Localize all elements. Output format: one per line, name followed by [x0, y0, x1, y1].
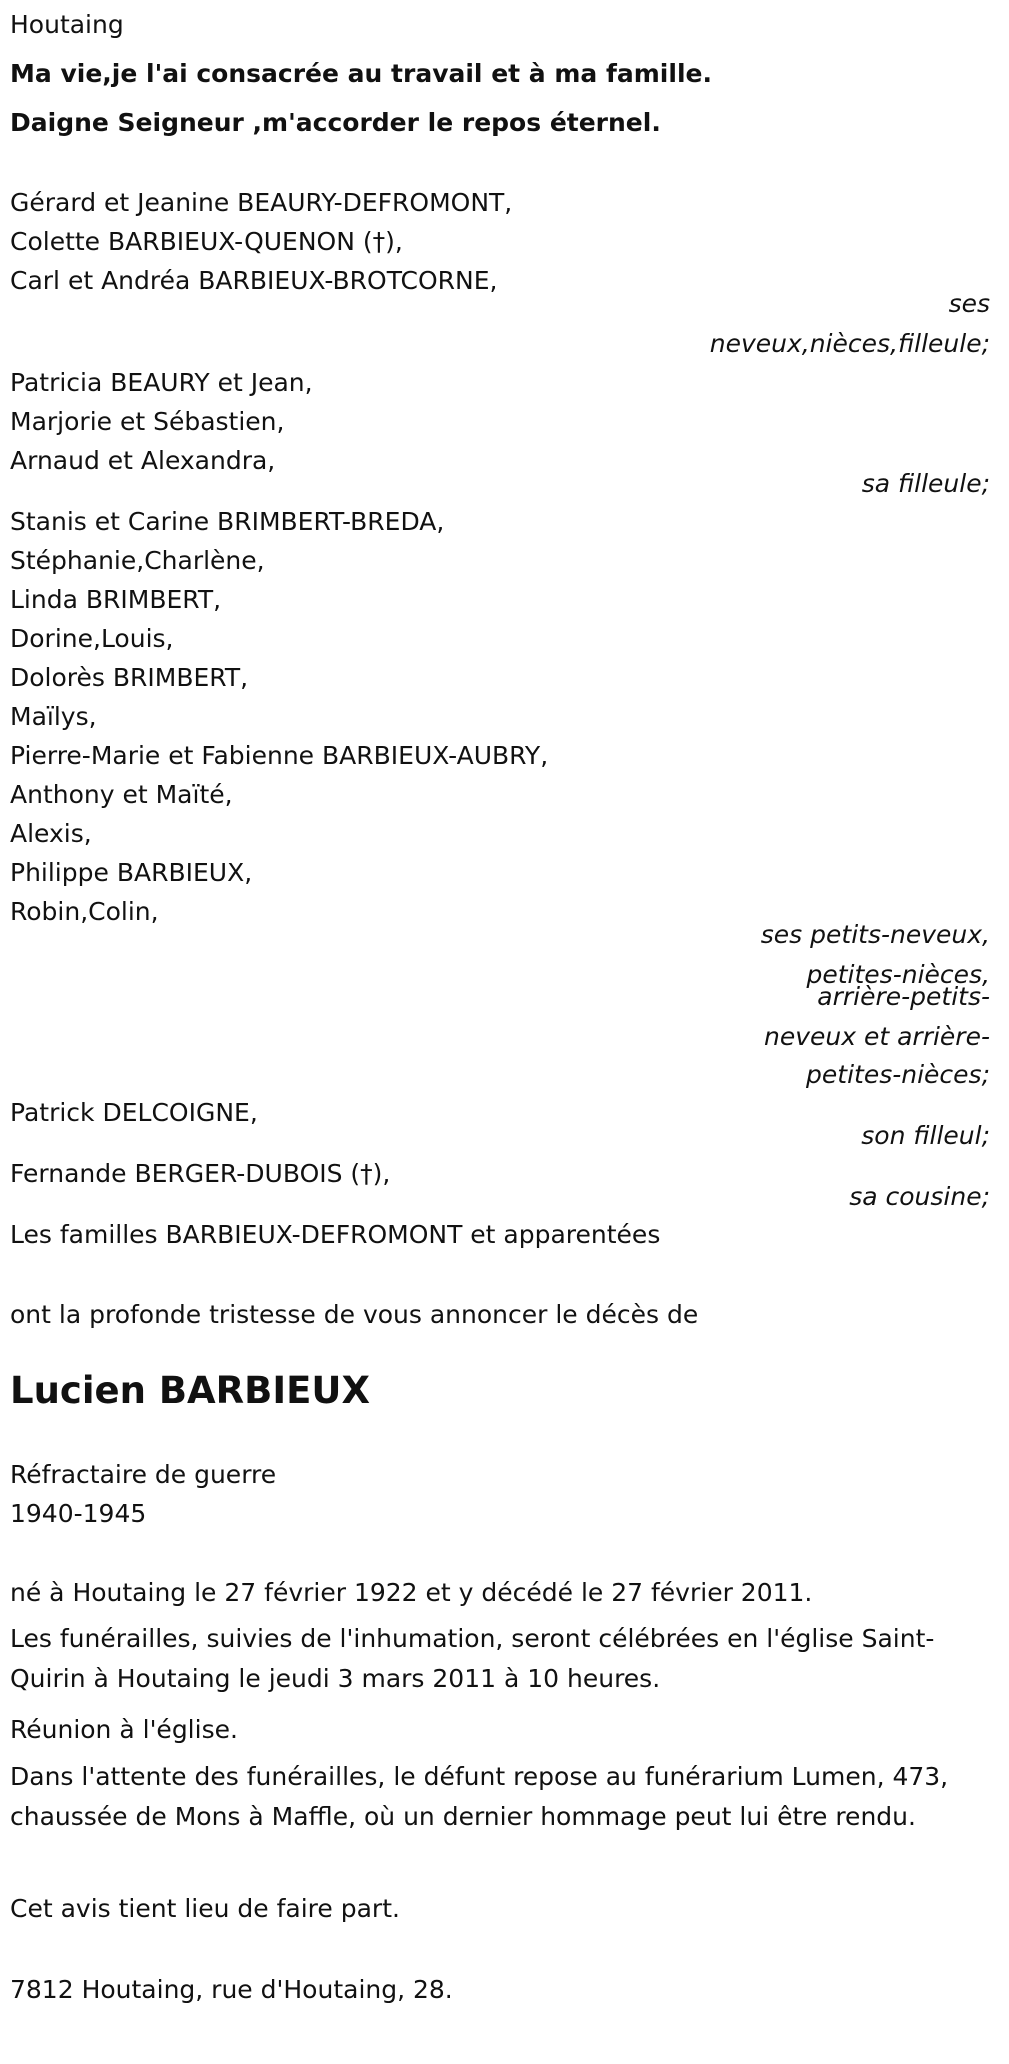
family-name: Alexis,: [10, 819, 92, 848]
birth-death-line: né à Houtaing le 27 février 1922 et y décédé le 27 février 2011.: [10, 1578, 813, 1607]
repose-paragraph: Dans l'attente des funérailles, le défunt repose au funérarium Lumen, 473, chaussée de Mons à Maffle, où un dernier hommage peut lui être rendu.: [10, 1762, 949, 1831]
families-line: Les familles BARBIEUX-DEFROMONT et apparentées: [10, 1220, 661, 1249]
family-name: Patrick DELCOIGNE,: [10, 1098, 258, 1127]
family-name: Philippe BARBIEUX,: [10, 858, 253, 887]
relation-label: petites-nièces,: [806, 960, 990, 989]
notice-line: Cet avis tient lieu de faire part.: [10, 1894, 400, 1923]
family-name: Linda BRIMBERT,: [10, 585, 222, 614]
family-name: Stanis et Carine BRIMBERT-BREDA,: [10, 507, 445, 536]
reunion-line: Réunion à l'église.: [10, 1715, 238, 1744]
deceased-name: Lucien BARBIEUX: [10, 1369, 370, 1412]
address-line: 7812 Houtaing, rue d'Houtaing, 28.: [10, 1975, 453, 2004]
family-name: Pierre-Marie et Fabienne BARBIEUX-AUBRY,: [10, 741, 549, 770]
family-name: Marjorie et Sébastien,: [10, 407, 285, 436]
family-name: Anthony et Maïté,: [10, 780, 233, 809]
family-name: Colette BARBIEUX-QUENON (†),: [10, 227, 403, 256]
relation-label: sa cousine;: [849, 1182, 990, 1211]
family-name: Dolorès BRIMBERT,: [10, 663, 249, 692]
relation-label: neveux,nièces,filleule;: [709, 329, 990, 358]
deceased-title: Réfractaire de guerre: [10, 1460, 277, 1489]
deceased-years: 1940-1945: [10, 1499, 147, 1528]
family-name: Dorine,Louis,: [10, 624, 174, 653]
place-heading: Houtaing: [10, 10, 124, 39]
family-name: Fernande BERGER-DUBOIS (†),: [10, 1159, 391, 1188]
relation-label: petites-nièces;: [806, 1060, 990, 1089]
family-name: Carl et Andréa BARBIEUX-BROTCORNE,: [10, 266, 498, 295]
family-name: Robin,Colin,: [10, 897, 159, 926]
announcement-line: ont la profonde tristesse de vous annoncer le décès de: [10, 1300, 699, 1329]
family-name: Stéphanie,Charlène,: [10, 546, 265, 575]
relation-label: neveux et arrière-: [763, 1022, 990, 1051]
relation-label: arrière-petits-: [817, 982, 990, 1011]
relation-label: ses petits-neveux,: [760, 920, 990, 949]
quote-line-1: Ma vie,je l'ai consacrée au travail et à ma famille.: [10, 59, 712, 88]
quote-line-2: Daigne Seigneur ,m'accorder le repos éternel.: [10, 108, 661, 137]
relation-label: ses: [948, 289, 990, 318]
relation-label: sa filleule;: [861, 469, 990, 498]
funeral-paragraph: Les funérailles, suivies de l'inhumation, seront célébrées en l'église Saint-Quirin à Houtaing le jeudi 3 mars 2011 à 10 heures.: [10, 1624, 935, 1693]
family-name: Maïlys,: [10, 702, 97, 731]
family-name: Gérard et Jeanine BEAURY-DEFROMONT,: [10, 188, 513, 217]
relation-label: son filleul;: [861, 1121, 990, 1150]
family-name: Patricia BEAURY et Jean,: [10, 368, 313, 397]
family-name: Arnaud et Alexandra,: [10, 446, 276, 475]
